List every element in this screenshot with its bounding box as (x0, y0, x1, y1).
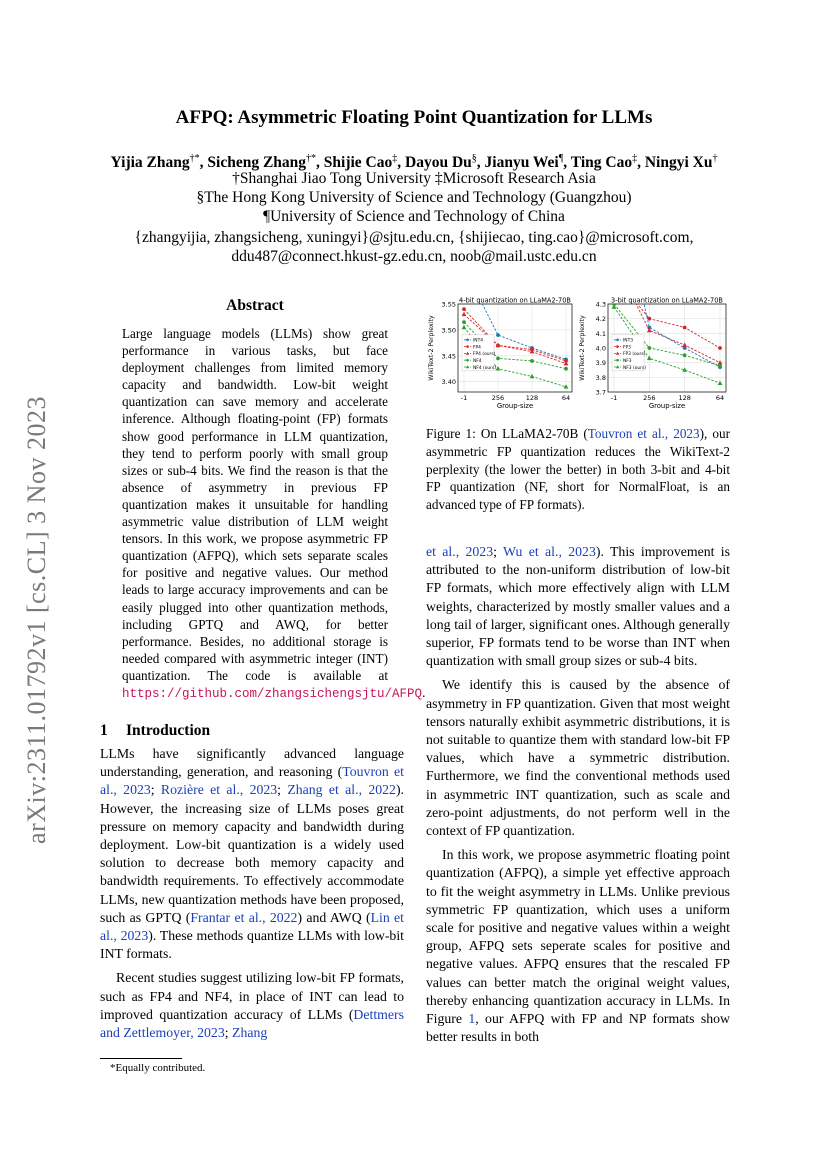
legend-marker (466, 359, 469, 362)
author-affiliation-mark: †* (189, 153, 200, 164)
citation-link[interactable]: Dettmers and Zettlemoyer, 2023 (100, 1006, 404, 1041)
x-tick-label: -1 (460, 394, 468, 402)
text-run: Figure 1: On LLaMA2-70B ( (426, 426, 588, 441)
text-run: ; (150, 782, 161, 798)
section-heading-introduction (100, 722, 210, 740)
arxiv-id-text: arXiv:2311.01792v1 [cs.CL] 3 Nov 2023 (22, 396, 51, 844)
legend-label: FP4 (ours) (473, 352, 496, 358)
author-affiliation-mark: § (471, 153, 477, 164)
text-run: ). These methods quantize LLMs with low-bit INT formats. (100, 928, 404, 962)
section-number: 1 (100, 722, 108, 739)
legend-label: FP4 (473, 345, 481, 351)
y-tick-label: 3.40 (441, 378, 456, 387)
chart-3bit (578, 296, 730, 418)
abstract-end: . (422, 684, 426, 700)
author-name: Dayou Du (405, 154, 472, 172)
y-tick-label: 4.0 (595, 344, 606, 353)
data-point (530, 359, 534, 363)
citation-link[interactable]: Zhang et al., 2022 (287, 782, 396, 798)
author-name: Jianyu Wei (484, 154, 559, 172)
author-name: Ting Cao (570, 154, 633, 172)
arxiv-side-stamp (22, 360, 52, 880)
legend-marker (466, 345, 469, 348)
data-point (647, 317, 651, 321)
legend-label: NF3 (623, 359, 632, 364)
x-tick-label: 128 (678, 394, 691, 402)
affiliation-line-2: §The Hong Kong University of Science and Technology (Guangzhou) (196, 189, 632, 206)
legend-label: INT3 (623, 338, 634, 344)
y-tick-label: 3.8 (595, 373, 606, 382)
y-tick-label: 3.45 (441, 352, 456, 361)
data-point (683, 353, 687, 357)
citation-link[interactable]: Touvron et al., 2023 (587, 426, 700, 441)
text-run: ), our asymmetric FP quantization reduces the WikiText-2 perplexity (the lower the better) in both 3-bit and 4-bit FP quantization (NF, short for NormalFloat, is an advanced type of FP formats). (426, 426, 730, 513)
intro-paragraph-right-1 (426, 543, 730, 670)
legend-label: NF4 (ours) (473, 365, 496, 371)
data-point (647, 356, 652, 360)
citation-link[interactable]: Rozière et al., 2023 (160, 782, 278, 798)
data-point (612, 304, 617, 308)
y-tick-label: 3.55 (441, 300, 456, 309)
y-tick-label: 4.3 (595, 300, 606, 309)
y-tick-label: 3.7 (595, 388, 606, 397)
chart-title: 3-bit quantization on LLaMA2-70B (611, 296, 723, 305)
figure-reference-link[interactable]: 1 (468, 1011, 476, 1027)
citation-link[interactable]: Touvron et al., 2023 (100, 764, 404, 798)
author-affiliation-mark: † (712, 153, 718, 164)
legend-marker (616, 345, 619, 348)
intro-right-column (426, 543, 730, 1052)
author-name: Sicheng Zhang (207, 154, 307, 172)
email-line-1: {zhangyijia, zhangsicheng, xuningyi}@sjtu.edu.cn, {shijiecao, ting.cao}@microsoft.com, (134, 229, 694, 246)
chart-4bit (426, 296, 576, 418)
x-tick-label: -1 (610, 394, 618, 402)
citation-link[interactable]: Zhang (232, 1025, 268, 1041)
text-run: ). However, the increasing size of LLMs poses great pressure on memory capacity and bandwidth during deployment. Low-bit quantization is a widely used solution to decrease both memory capacity and bandwidth requirements. To effectively accommodate LLMs, new quantization methods have been proposed, such as GPTQ ( (100, 782, 404, 925)
data-point (496, 356, 500, 360)
legend-label: FP3 (ours) (623, 352, 646, 358)
data-point (462, 320, 466, 324)
legend-label: NF4 (473, 359, 482, 364)
data-point (530, 374, 535, 378)
text-run: In this work, we propose asymmetric floating point quantization (AFPQ), a simple yet effective approach to fit the weight asymmetry in LLMs. Unlike previous symmetric FP quantization, which uses a uniform scale for positive and negative values within a weight group, AFPQ sets seperate scales for positive and negative values. AFPQ ensures that the rescaled FP values can better match the original weight values, thereby enhancing quantization accuracy in LLMs. In Figure (426, 847, 730, 1027)
text-run: , our AFPQ with FP and NP formats show better results in both (426, 1011, 730, 1045)
affiliation-line-3: ¶University of Science and Technology of China (263, 208, 565, 225)
data-point (647, 346, 651, 350)
data-point (718, 381, 723, 385)
legend-label: FP3 (623, 345, 631, 351)
data-point (564, 367, 568, 371)
figure-caption (426, 425, 730, 514)
intro-left-column (100, 745, 404, 1048)
abstract-heading: Abstract (226, 297, 284, 314)
x-axis-label: Group-size (648, 402, 686, 410)
intro-paragraph-right-2: We identify this is caused by the absence of asymmetry in FP quantization. Given that most weight tensors naturally exhibit asymmetric distributions, it is not suitable to quantize them with standard low-bit FP values, which have a symmetric distribution. Furthermore, we find the conventional methods used in asymmetric INT quantization, such as scale and zero-point adjustments, do not perform well in the context of FP quantization. (426, 677, 730, 839)
footnote: *Equally contributed. (110, 1062, 206, 1074)
data-point (683, 326, 687, 330)
citation-link[interactable]: Lin et al., 2023 (100, 909, 404, 944)
author-list: Yijia Zhang†*, Sicheng Zhang†*, Shijie Cao‡, Dayou Du§, Jianyu Wei¶, Ting Cao‡, Ningyi Xu† (110, 153, 718, 172)
legend-marker (616, 339, 619, 342)
data-point (496, 333, 500, 337)
data-point (496, 366, 501, 370)
legend-marker (466, 339, 469, 342)
data-point (718, 364, 722, 368)
y-axis-label: WikiText-2 Perplexity (579, 315, 586, 381)
intro-paragraph-2 (100, 969, 404, 1042)
text-run: LLMs have significantly advanced language understanding, generation, and reasoning ( (100, 746, 404, 780)
text-run: Recent studies suggest utilizing low-bit FP formats, such as FP4 and NF4, in place of INT can lead to improved quantization accuracy of LLMs ( (100, 970, 404, 1022)
text-run: ) and AWQ ( (297, 909, 371, 925)
x-axis-label: Group-size (496, 402, 534, 410)
text-run: ; (277, 782, 288, 798)
author-name: Shijie Cao (323, 154, 393, 172)
x-tick-label: 128 (525, 394, 539, 402)
author-affiliation-mark: ‡ (392, 153, 398, 164)
citation-link[interactable]: et al., 2023 (426, 544, 494, 559)
affiliation-line-1: †Shanghai Jiao Tong University ‡Microsoft Research Asia (232, 170, 596, 187)
abstract-body (122, 325, 426, 703)
y-tick-label: 3.9 (595, 359, 606, 368)
citation-link[interactable]: Wu et al., 2023 (503, 544, 596, 559)
data-point (462, 312, 467, 316)
data-point (682, 342, 687, 346)
author-affiliation-mark: ¶ (558, 153, 564, 164)
x-tick-label: 256 (643, 394, 656, 402)
author-name: Yijia Zhang (110, 154, 190, 172)
author-affiliation-mark: ‡ (632, 153, 638, 164)
paper-title: AFPQ: Asymmetric Floating Point Quantization for LLMs (175, 107, 653, 128)
legend-label: INT4 (473, 338, 484, 344)
code-url-link[interactable]: https://github.com/zhangsichengsjtu/AFPQ (122, 686, 423, 701)
y-tick-label: 4.2 (595, 315, 606, 324)
x-tick-label: 256 (491, 394, 505, 402)
text-run: ). This improvement is attributed to the non-uniform distribution of low-bit FP formats, which more effectively align with LLM weights, characterized by mostly smaller values and a long tail of larger, significant ones. Although generally superior, FP formats tend to be worse than INT when quantization with small group sizes or sub-4 bits. (426, 544, 730, 669)
footnote-rule (100, 1058, 182, 1059)
intro-paragraph-1 (100, 745, 404, 963)
author-affiliation-mark: †* (306, 153, 317, 164)
y-tick-label: 4.1 (595, 329, 606, 338)
abstract-text: Large language models (LLMs) show great performance in various tasks, but face deployment challenges from limited memory capacity and bandwidth. Low-bit weight quantization can save memory and accelerate inference. Although floating-point (FP) formats show good performance in LLM quantization, they tend to perform poorly with small group sizes or sub-4 bits. We find the reason is that the absence of asymmetry in previous FP quantization makes it unsuitable for handling asymmetric value distribution of LLM weight tensors. In this work, we propose asymmetric FP quantization (AFPQ), which sets separate scales for positive and negative values. Our method leads to large accuracy improvements and can be easily plugged into other quantization methods, including GPTQ and AWQ, for better performance. Besides, no additional storage is needed compared with asymmetric integer (INT) quantization. The code is available at (122, 326, 388, 683)
citation-link[interactable]: Frantar et al., 2022 (190, 909, 298, 925)
legend-marker (616, 359, 619, 362)
x-tick-label: 64 (715, 394, 725, 402)
text-run: ; (493, 544, 504, 559)
intro-paragraph-right-3 (426, 846, 730, 1046)
y-tick-label: 3.50 (441, 326, 456, 335)
data-point (718, 346, 722, 350)
legend-label: NF3 (ours) (623, 365, 646, 371)
text-run: ; (224, 1025, 233, 1041)
data-point (462, 307, 466, 311)
chart-title: 4-bit quantization on LLaMA2-70B (459, 296, 571, 305)
author-name: Ningyi Xu (644, 154, 713, 172)
data-point (462, 325, 467, 329)
x-tick-label: 64 (561, 394, 571, 402)
section-title: Introduction (126, 722, 211, 739)
email-line-2: ddu487@connect.hkust-gz.edu.cn, noob@mail.ustc.edu.cn (231, 248, 597, 265)
y-axis-label: WikiText-2 Perplexity (428, 315, 435, 381)
